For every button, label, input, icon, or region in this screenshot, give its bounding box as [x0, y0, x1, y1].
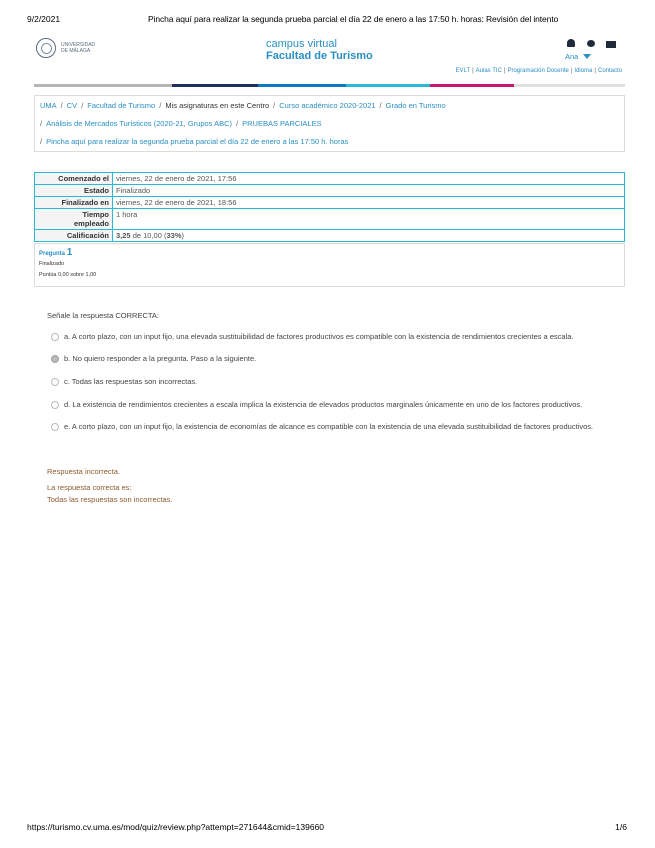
- time-label-2: empleado: [73, 219, 109, 228]
- crumb-facultad[interactable]: Facultad de Turismo: [87, 101, 156, 110]
- caret-down-icon: [583, 54, 591, 59]
- summary-value: 1 hora: [113, 209, 625, 230]
- link-aulas-tic[interactable]: Aulas TIC: [475, 68, 502, 74]
- summary-value: viernes, 22 de enero de 2021, 18:56: [113, 197, 625, 209]
- strip-segment: [514, 84, 625, 87]
- question-text: Señale la respuesta CORRECTA:: [47, 311, 159, 320]
- strip-segment: [430, 84, 514, 87]
- radio-button-selected[interactable]: [51, 355, 59, 363]
- grade-pct: 33%: [166, 231, 182, 240]
- time-label-1: Tiempo: [82, 210, 109, 219]
- summary-label: [35, 209, 113, 230]
- breadcrumb-line-2: / Análisis de Mercados Turísticos (2020-21, Grupos ABC) / PRUEBAS PARCIALES: [40, 119, 322, 128]
- crumb-quiz[interactable]: Pincha aquí para realizar la segunda prueba parcial el día 22 de enero a las 17:50 h. horas: [46, 137, 349, 146]
- crumb-grado[interactable]: Grado en Turismo: [385, 101, 446, 110]
- top-links: EVLT | Aulas TIC | Programación Docente | Idioma | Contacto: [455, 68, 622, 74]
- feedback: [47, 466, 172, 506]
- question-grade: Puntúa 0,00 sobre 1,00: [39, 272, 97, 278]
- brand-top: campus virtual: [266, 38, 337, 50]
- crumb-curso[interactable]: Curso académico 2020-2021: [279, 101, 376, 110]
- crumb-mis-asignaturas: Mis asignaturas en este Centro: [165, 101, 270, 110]
- feedback-correct-intro: La respuesta correcta es:: [47, 483, 132, 492]
- summary-label: Comenzado el: [35, 173, 113, 185]
- radio-button[interactable]: [51, 333, 59, 341]
- user-name: Ana: [565, 52, 579, 61]
- logo-text-line2: DE MÁLAGA: [61, 48, 91, 54]
- radio-button[interactable]: [51, 401, 59, 409]
- feedback-result: Respuesta incorrecta.: [47, 467, 120, 476]
- site-header: [34, 36, 625, 84]
- answer-text: d. La existencia de rendimientos crecientes a escala implica la existencia de elevados productos marginales únicamente en uno de los factores productivos.: [64, 400, 583, 409]
- brand-main: Facultad de Turismo: [266, 50, 373, 62]
- summary-row-finished: [35, 197, 625, 209]
- grade-value: 3,25: [116, 231, 131, 240]
- summary-row-started: [35, 173, 625, 185]
- breadcrumb: [34, 95, 625, 152]
- bell-icon[interactable]: [566, 39, 576, 49]
- chat-icon[interactable]: [586, 39, 596, 49]
- campus-brand[interactable]: [266, 38, 373, 62]
- breadcrumb-line-3: / Pincha aquí para realizar la segunda prueba parcial el día 22 de enero a las 17:50 h. horas: [40, 137, 349, 146]
- question-state: Finalizado: [39, 261, 65, 267]
- summary-label: Estado: [35, 185, 113, 197]
- strip-segment: [172, 84, 258, 87]
- answer-text: a. A corto plazo, con un input fijo, una elevada sustituibilidad de factores productivos es compatible con la existencia de rendimientos crecientes a escala.: [64, 332, 574, 341]
- question-label: Pregunta: [39, 251, 66, 257]
- link-evlt[interactable]: EVLT: [455, 68, 471, 74]
- strip-segment: [34, 84, 172, 87]
- answer-text: b. No quiero responder a la pregunta. Paso a la siguiente.: [64, 354, 257, 363]
- question-info: [34, 243, 625, 287]
- summary-row-state: [35, 185, 625, 197]
- print-header: [0, 14, 655, 26]
- link-programacion-docente[interactable]: Programación Docente: [507, 68, 569, 74]
- university-seal-icon: [36, 38, 56, 58]
- question-number-value: 1: [66, 247, 73, 258]
- crumb-pruebas[interactable]: PRUEBAS PARCIALES: [242, 119, 322, 128]
- user-tools: [562, 36, 624, 62]
- summary-value: Finalizado: [113, 185, 625, 197]
- radio-button[interactable]: [51, 423, 59, 431]
- summary-label: Finalizado en: [35, 197, 113, 209]
- breadcrumb-line-1: UMA / CV / Facultad de Turismo / Mis asignaturas en este Centro / Curso académico 2020-2021 / Grado en Turismo: [40, 101, 446, 110]
- summary-label: Calificación: [35, 230, 113, 242]
- university-logo[interactable]: [36, 38, 95, 58]
- summary-value: 3,25 de 10,00 (33%): [113, 230, 625, 242]
- crumb-uma[interactable]: UMA: [40, 101, 57, 110]
- print-date: 9/2/2021: [27, 14, 61, 24]
- strip-segment: [346, 84, 430, 87]
- answer-a[interactable]: [51, 332, 573, 341]
- print-page: 1/6: [615, 822, 627, 832]
- summary-row-time: [35, 209, 625, 230]
- link-contacto[interactable]: Contacto: [597, 68, 622, 74]
- answer-text: c. Todas las respuestas son incorrectas.: [64, 377, 198, 386]
- feedback-correct-answer: Todas las respuestas son incorrectas.: [47, 495, 173, 504]
- logo-text-line1: UNIVERSIDAD: [61, 42, 96, 48]
- answer-d[interactable]: [51, 400, 582, 409]
- radio-button[interactable]: [51, 378, 59, 386]
- print-title: Pincha aquí para realizar la segunda prueba parcial el día 22 de enero a las 17:50 h. horas: Revisión del intento: [148, 14, 559, 24]
- question-number: [39, 247, 620, 258]
- color-strip: [34, 84, 625, 87]
- mail-icon[interactable]: [606, 39, 616, 49]
- user-menu[interactable]: [565, 52, 591, 61]
- print-url: https://turismo.cv.uma.es/mod/quiz/review.php?attempt=271644&cmid=139660: [27, 822, 325, 832]
- strip-segment: [258, 84, 346, 87]
- summary-row-grade: [35, 230, 625, 242]
- crumb-cv[interactable]: CV: [66, 101, 78, 110]
- grade-of: de 10,00: [132, 231, 162, 240]
- answer-b[interactable]: [51, 354, 256, 363]
- answer-text: e. A corto plazo, con un input fijo, la existencia de economías de alcance es compatible con la existencia de una elevada sustituibilidad de factores productivos.: [64, 422, 594, 431]
- crumb-asignatura[interactable]: Análisis de Mercados Turísticos (2020-21, Grupos ABC): [46, 119, 233, 128]
- answer-c[interactable]: [51, 377, 197, 386]
- attempt-summary: [34, 172, 625, 242]
- summary-value: viernes, 22 de enero de 2021, 17:56: [113, 173, 625, 185]
- link-idioma[interactable]: Idioma: [574, 68, 593, 74]
- answer-e[interactable]: [51, 422, 593, 431]
